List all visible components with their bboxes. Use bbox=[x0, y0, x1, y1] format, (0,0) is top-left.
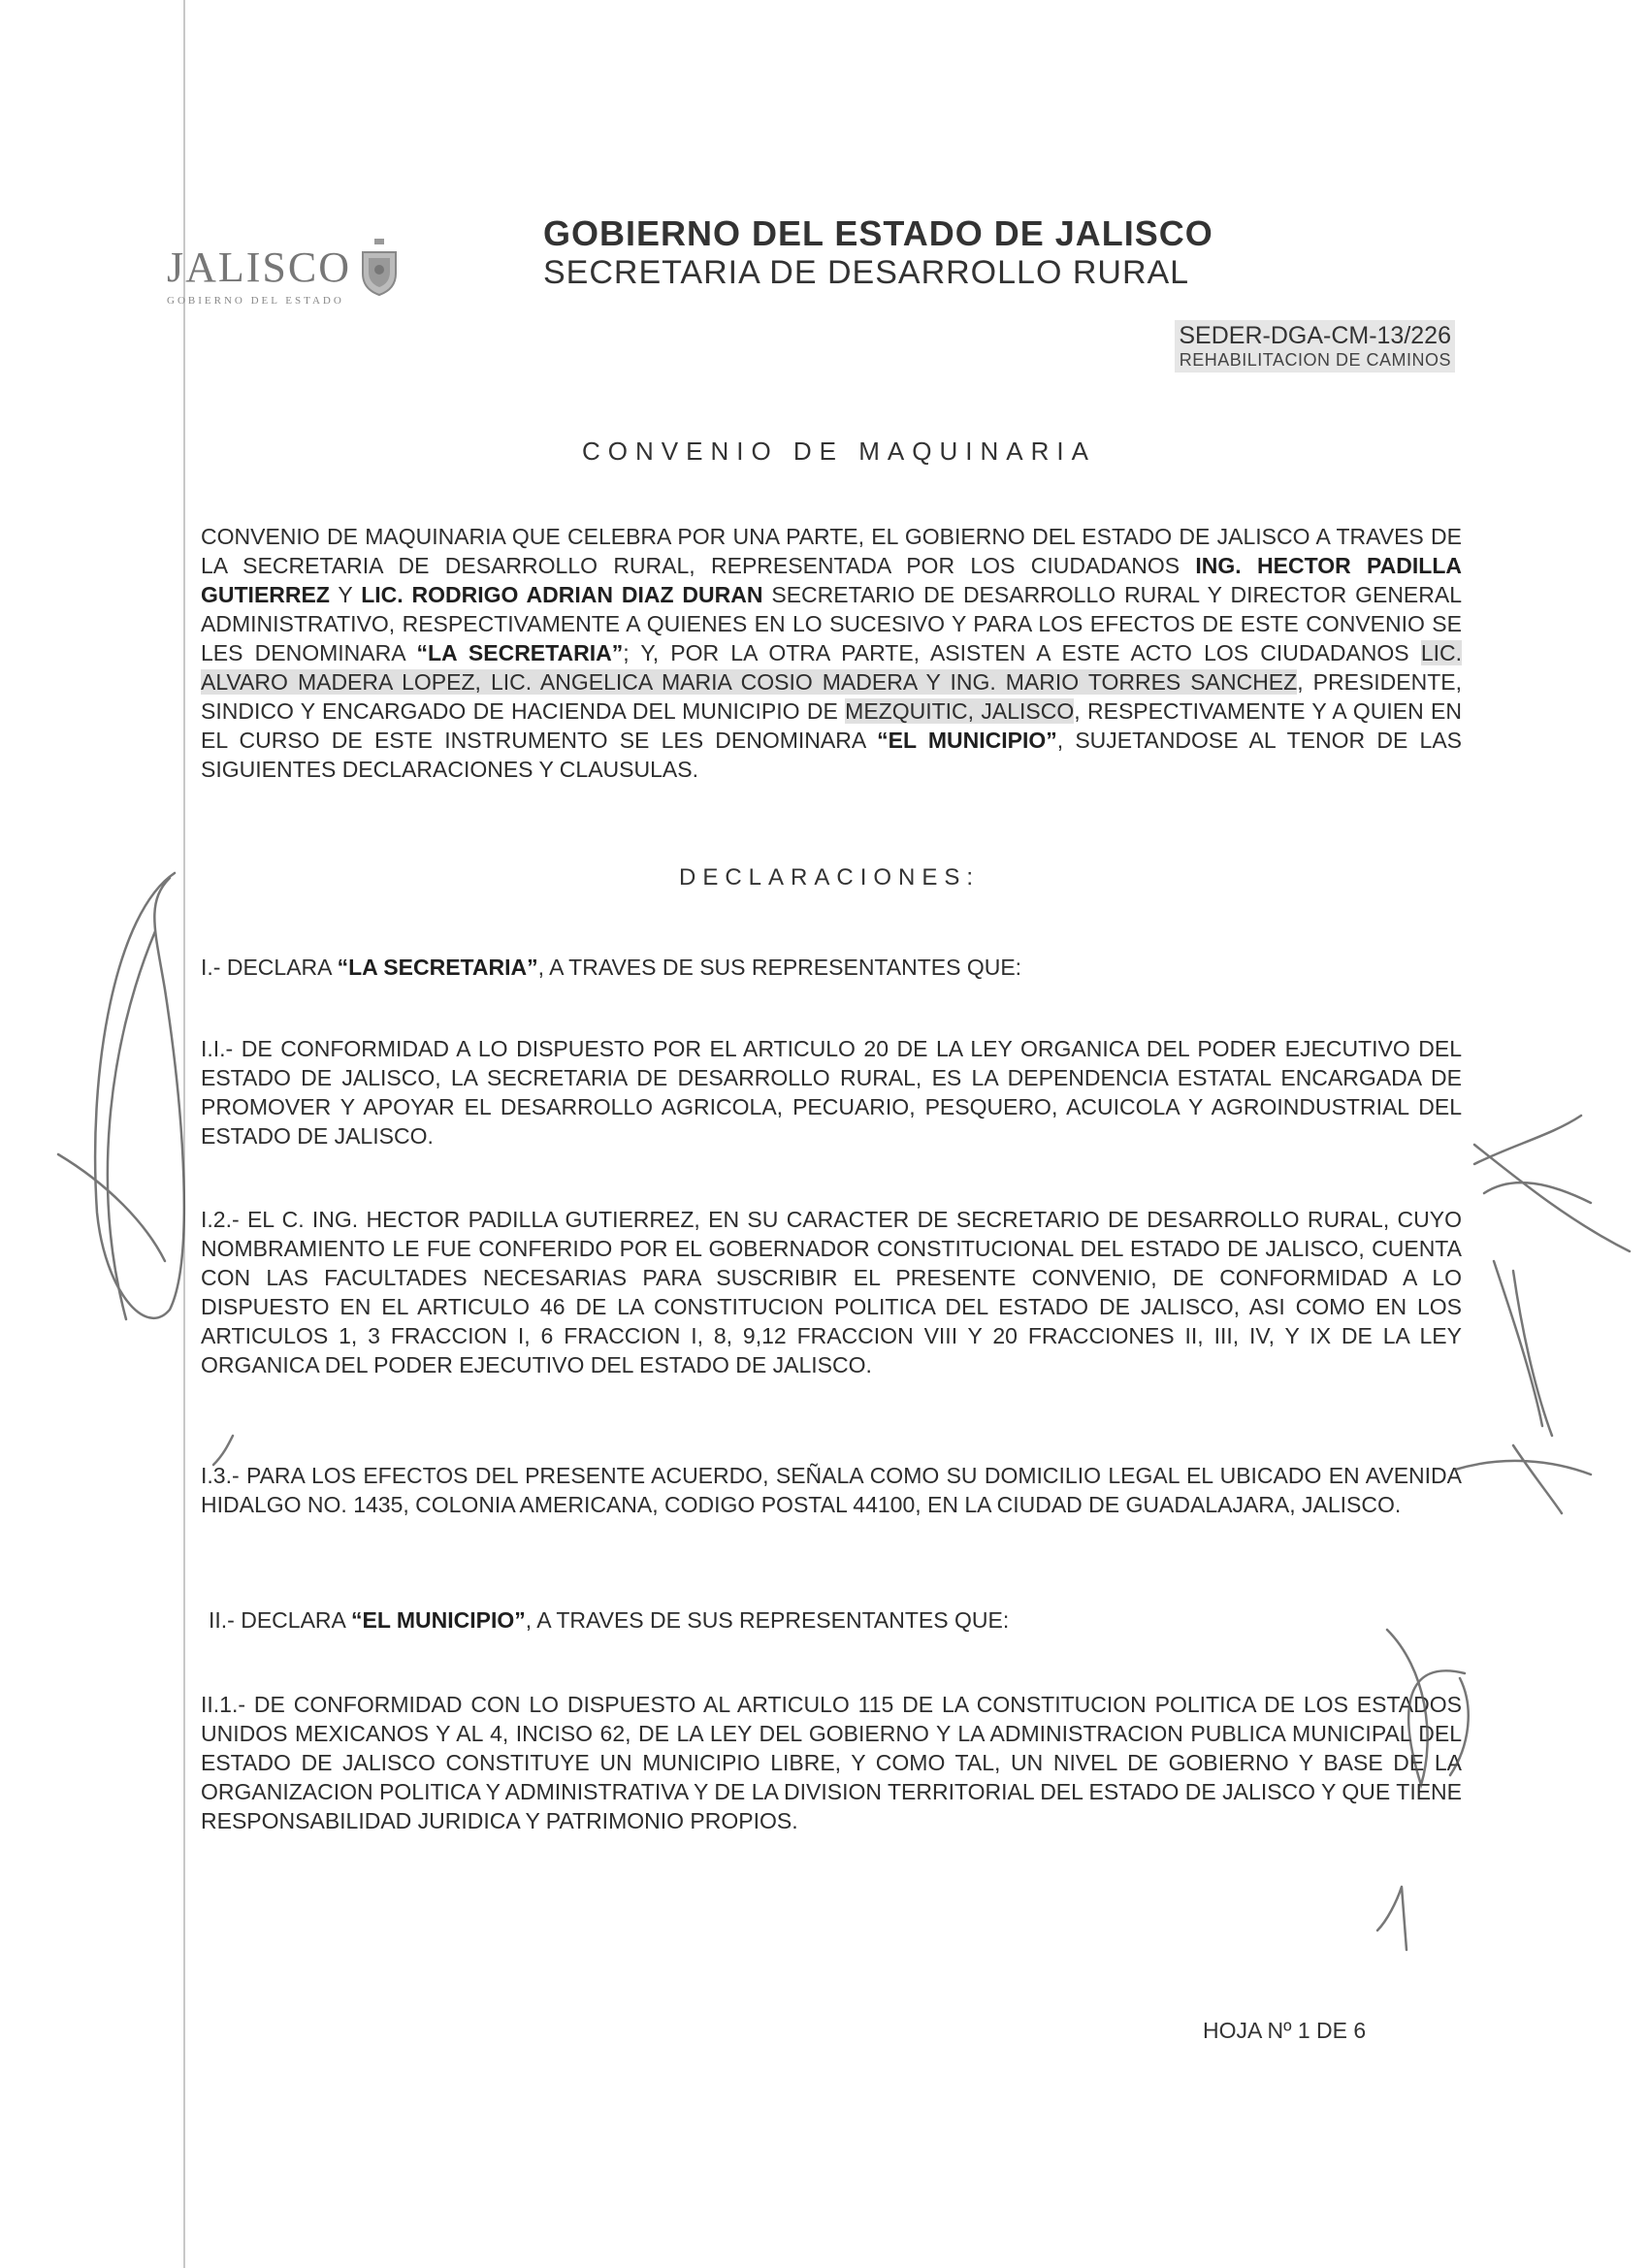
reference-subtitle: REHABILITACION DE CAMINOS bbox=[1179, 350, 1451, 370]
document-title: CONVENIO DE MAQUINARIA bbox=[582, 437, 1096, 466]
reference-code: SEDER-DGA-CM-13/226 bbox=[1179, 322, 1451, 349]
declaration-1-3: I.3.- PARA LOS EFECTOS DEL PRESENTE ACUERDO, SEÑALA COMO SU DOMICILIO LEGAL EL UBICADO EN AVENIDA HIDALGO NO. 1435, COLONIA AMERICANA, CODIGO POSTAL 44100, EN LA CIUDAD DE GUADALAJARA, JALISCO. bbox=[201, 1463, 1462, 1517]
logo-wordmark: JALISCO bbox=[167, 243, 352, 291]
declaraciones-heading: DECLARACIONES: bbox=[679, 864, 981, 891]
page-number: HOJA Nº 1 DE 6 bbox=[1203, 2018, 1367, 2043]
declaration-1-1: I.I.- DE CONFORMIDAD A LO DISPUESTO POR EL ARTICULO 20 DE LA LEY ORGANICA DEL PODER EJECUTIVO DEL ESTADO DE JALISCO, LA SECRETARIA DE DESARROLLO RURAL, ES LA DEPENDENCIA ESTATAL ENCARGADA DE PROMOVER Y APOYAR EL DESARROLLO AGRICOLA, PECUARIO, PESQUERO, ACUICOLA Y AGROINDUSTRIAL DEL ESTADO DE JALISCO. bbox=[201, 1036, 1462, 1149]
declaration-2-1: II.1.- DE CONFORMIDAD CON LO DISPUESTO AL ARTICULO 115 DE LA CONSTITUCION POLITICA DE LOS ESTADOS UNIDOS MEXICANOS Y AL 4, INCISO 62, DE LA LEY DEL GOBIERNO Y LA ADMINISTRACION PUBLICA MUNICIPAL DEL ESTADO DE JALISCO CONSTITUYE UN MUNICIPIO LIBRE, Y COMO TAL, UN NIVEL DE GOBIERNO Y BASE DE LA ORGANIZACION POLITICA Y ADMINISTRATIVA Y DE LA DIVISION TERRITORIAL DEL ESTADO DE JALISCO Y QUE TIENE RESPONSABILIDAD JURIDICA Y PATRIMONIO PROPIOS. bbox=[201, 1692, 1462, 1833]
government-title: GOBIERNO DEL ESTADO DE JALISCO bbox=[543, 213, 1213, 253]
reference-block bbox=[1175, 320, 1455, 373]
logo-subtext: GOBIERNO DEL ESTADO bbox=[167, 295, 344, 307]
declaration-1-2: I.2.- EL C. ING. HECTOR PADILLA GUTIERREZ, EN SU CARACTER DE SECRETARIO DE DESARROLLO RURAL, CUYO NOMBRAMIENTO LE FUE CONFERIDO POR EL GOBERNADOR CONSTITUCIONAL DEL ESTADO DE JALISCO, CUENTA CON LAS FACULTADES NECESARIAS PARA SUSCRIBIR EL PRESENTE CONVENIO, DE CONFORMIDAD A LO DISPUESTO EN EL ARTICULO 46 DE LA CONSTITUCION POLITICA DEL ESTADO DE JALISCO, ASI COMO EN LOS ARTICULOS 1, 3 FRACCION I, 6 FRACCION I, 8, 9,12 FRACCION VIII Y 20 FRACCIONES II, III, IV, Y IX DE LA LEY ORGANICA DEL PODER EJECUTIVO DEL ESTADO DE JALISCO. bbox=[201, 1207, 1462, 1377]
coat-of-arms-icon bbox=[359, 239, 400, 297]
declaration-2: II.- DECLARA “EL MUNICIPIO”, A TRAVES DE SUS REPRESENTANTES QUE: bbox=[209, 1607, 1010, 1633]
secretariat-subtitle: SECRETARIA DE DESARROLLO RURAL bbox=[543, 254, 1190, 291]
intro-paragraph: CONVENIO DE MAQUINARIA QUE CELEBRA POR UNA PARTE, EL GOBIERNO DEL ESTADO DE JALISCO A TRAVES DE LA SECRETARIA DE DESARROLLO RURAL, REPRESENTADA POR LOS CIUDADANOS ING. HECTOR PADILLA GUTIERREZ Y LIC. RODRIGO ADRIAN DIAZ DURAN SECRETARIO DE DESARROLLO RURAL Y DIRECTOR GENERAL ADMINISTRATIVO, RESPECTIVAMENTE A QUIENES EN LO SUCESIVO Y PARA LOS EFECTOS DE ESTE CONVENIO SE LES DENOMINARA “LA SECRETARIA”; Y, POR LA OTRA PARTE, ASISTEN A ESTE ACTO LOS CIUDADANOS LIC. ALVARO MADERA LOPEZ, LIC. ANGELICA MARIA COSIO MADERA Y ING. MARIO TORRES SANCHEZ, PRESIDENTE, SINDICO Y ENCARGADO DE HACIENDA DEL MUNICIPIO DE MEZQUITIC, JALISCO, RESPECTIVAMENTE Y A QUIEN EN EL CURSO DE ESTE INSTRUMENTO SE LES DENOMINARA “EL MUNICIPIO”, SUJETANDOSE AL TENOR DE LAS SIGUIENTES DECLARACIONES Y CLAUSULAS. bbox=[201, 524, 1463, 782]
declaration-1: I.- DECLARA “LA SECRETARIA”, A TRAVES DE SUS REPRESENTANTES QUE: bbox=[201, 955, 1022, 980]
jalisco-logo bbox=[167, 235, 400, 322]
left-margin-rule bbox=[183, 0, 185, 2268]
